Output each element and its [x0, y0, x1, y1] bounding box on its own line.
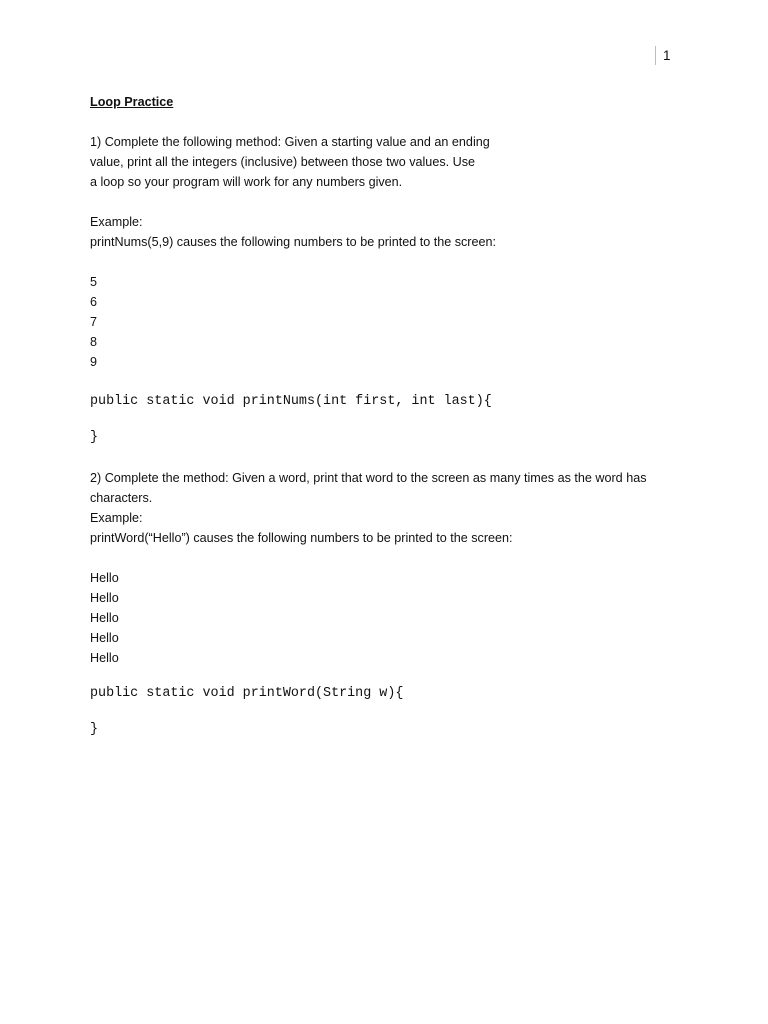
document-title: Loop Practice — [90, 95, 174, 109]
question-2 — [90, 468, 680, 740]
question-1-line: a loop so your program will work for any numbers given. — [90, 175, 403, 189]
page-number: 1 — [663, 48, 671, 63]
output-line: 7 — [90, 315, 98, 329]
question-2-line: 2) Complete the method: Given a word, print that word to the screen as many times as the word has — [90, 471, 647, 485]
output-line: Hello — [90, 631, 119, 645]
output-line: 8 — [90, 335, 98, 349]
question-1 — [90, 132, 680, 448]
question-2-line: characters. — [90, 491, 153, 505]
example-description: printNums(5,9) causes the following numbers to be printed to the screen: — [90, 235, 497, 249]
output-line: Hello — [90, 591, 119, 605]
example-description: printWord(“Hello”) causes the following numbers to be printed to the screen: — [90, 531, 513, 545]
output-line: Hello — [90, 571, 119, 585]
output-line: Hello — [90, 651, 119, 665]
output-line: 9 — [90, 355, 98, 369]
document-body — [90, 92, 680, 740]
output-line: Hello — [90, 611, 119, 625]
output-line: 6 — [90, 295, 98, 309]
code-method-header: public static void printWord(String w){ — [90, 686, 404, 701]
code-closing-brace: } — [90, 722, 99, 737]
question-1-line: value, print all the integers (inclusive) between those two values. Use — [90, 155, 476, 169]
page-number-divider — [655, 46, 656, 65]
code-closing-brace: } — [90, 430, 99, 445]
output-line: 5 — [90, 275, 98, 289]
example-label: Example: — [90, 511, 143, 525]
question-1-line: 1) Complete the following method: Given a starting value and an ending — [90, 135, 490, 149]
example-label: Example: — [90, 215, 143, 229]
code-method-header: public static void printNums(int first, int last){ — [90, 394, 492, 409]
